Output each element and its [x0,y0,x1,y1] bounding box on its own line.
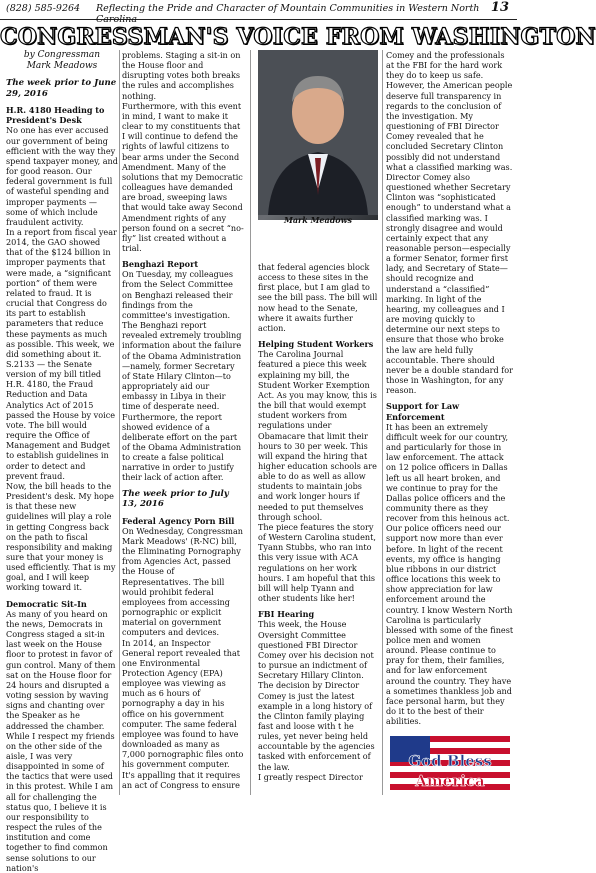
paragraph: Furthermore, with this event in mind, I want to make it clear to my constituents that I will continue to defend the rights of lawful citizens to bear arms under the Second Amendment. Many of the solutions that my Democratic colleagues have demanded are broad, sweeping laws that would take away Second Amendment rights of any person found on a secret “no-fly” list created without a trial. [122,100,244,253]
column-2 [122,50,244,790]
portrait-photo [258,50,378,220]
section-heading: FBI Hearing [258,609,315,620]
section-heading: Benghazi Report [122,259,199,270]
page-number: 13 [490,0,509,15]
paragraph: No one has ever accused our government of being efficient with the way they spend taxpayer money, and for good reason. Our federal government is full of wasteful spending and improper payments — some of which include fraudulent activity. [6,125,118,227]
phone-number: (828) 585-9264 [6,3,81,14]
paragraph: It has been an extremely difficult week for our country, and particularly for those in law enforcement. The attack on 12 police officers in Dallas left us all heart broken, and we continue to pray for the Dallas police officers and the community there as they recover from this heinous act. [386,421,510,524]
byline-line1: by Congressman [23,50,101,60]
paragraph: Furthermore, the report showed evidence of a deliberate effort on the part of the Obama Administration to create a false political narrative in order to justify their lack of action after. [122,411,242,483]
byline [6,50,118,72]
tagline: Reflecting the Pride and Character of Mountain Communities in Western North Carolina [96,3,480,25]
paragraph: problems. Staging a sit-in on the House floor and disrupting votes both breaks the rules and accomplishes nothing. [122,50,241,101]
paragraph: On Tuesday, my colleagues from the Select Committee on Benghazi released their findings from the committee's investigation. The Benghazi report revealed extremely troubling information about the failure of the Obama Administration—namely, former Secretary of State Hilary Clinton—to appropriately aid our embassy in Libya in their time of desperate need. [122,269,242,412]
portrait-illustration [258,50,378,215]
banner-text-line1: God Bless [408,752,492,770]
section-heading: Democratic Sit-In [6,598,87,609]
paragraph: Our police officers need our support now more than ever before. In light of the recent events, my office is hanging blue ribbons in our district office locations this week to show appreciation for law enforcement around the country. I know Western North Carolina is particularly blessed with some of the finest police men and women around. Please continue to pray for them, their families, and for law enforcement around the country. They have a sometimes thankless job and face personal harm, but they do it to the best of their abilities. [386,523,514,727]
photo-caption: Mark Meadows [283,215,353,225]
paragraph: While I respect my friends on the other side of the aisle, I was very disappointed in some of the tactics that were used in this protest. While I am all for challenging the status quo, I believe it is our responsibility to respect the rules of the institution and come together to find common sense solutions to our nation's [6,730,115,873]
column-4-body [386,50,514,726]
paragraph: S.2133 — the Senate version of my bill titled H.R. 4180, the Fraud Reduction and Data Analytics Act of 2015 passed the House by voice vote. The bill would require the Office of Management and Budget to establish guidelines in order to detect and prevent fraud. [6,359,116,481]
section-heading: Support for Law Enforcement [386,401,460,422]
flag-icon [386,732,514,794]
section-heading: H.R. 4180 Heading to President's Desk [6,105,105,126]
column-2-body [122,50,244,790]
paragraph: The piece features the story of Western Carolina student, Tyann Stubbs, who ran into this very issue with ACA regulations on her work hours. I am hopeful that this bill will help Tyann and other students like her! [258,521,376,604]
paragraph: I greatly respect Director [258,771,363,782]
section-heading: Helping Student Workers [258,339,374,350]
paragraph: As many of you heard on the news, Democrats in Congress staged a sit-in last week on the House floor to protest in favor of gun control. Many of them sat on the House floor for 24 hours and disrupted a voting session by waving signs and chanting over the Speaker as he addressed the chamber. [6,608,116,731]
column-3 [258,262,378,782]
column-4 [386,50,514,726]
paragraph: Now, the bill heads to the President's desk. My hope is that these new guidelines will play a role in getting Congress back on the path to fiscal responsibility and making sure that your money is used efficiently. That is my goal, and I will keep working toward it. [6,480,116,593]
headline: CONGRESSMAN'S VOICE FROM WASHINGTON [0,24,596,50]
paragraph: The Carolina Journal featured a piece this week explaining my bill, the Student Worker Exemption Act. As you may know, this is the bill that would exempt student workers from regulations under Obamacare that limit their hours to 30 per week. This will expand the hiring that higher education schools are able to do as well as allow students to maintain jobs and work longer hours if needed to put themselves through school. [258,349,377,522]
paragraph: In a report from fiscal year 2014, the GAO showed that of the $124 billion in improper payments that were made, a “significant portion” of them were related to fraud. It is crucial that Congress do its part to establish parameters that reduce these payments as much as possible. This week, we did something about it. [6,226,117,359]
column-3-body [258,262,378,782]
masthead-bar [0,0,517,25]
section-heading: Federal Agency Porn Bill [122,515,235,526]
column-1-body [6,78,118,873]
column-divider [382,50,383,795]
week-heading: The week prior to July 13, 2016 [122,488,229,510]
banner-text-line2: America [415,772,485,790]
column-1 [6,50,118,873]
column-divider [119,50,120,795]
paragraph: On Wednesday, Congressman Mark Meadows' (R-NC) bill, the Eliminating Pornography from Agencies Act, passed the House of Representatives. The bill would prohibit federal employees from accessing pornographic or explicit material on government computers and devices. [122,525,243,638]
week-heading: The week prior to June 29, 2016 [6,78,117,99]
paragraph: This week, the House Oversight Committee questioned FBI Director Comey over his decision not to pursue an indictment of Secretary Hillary Clinton. The decision by Director Comey is just the latest example in a long history of the Clinton family playing fast and loose with t he rules, yet never being held accountable by the agencies tasked with enforcement of the law. [258,619,375,772]
god-bless-america-banner [386,732,514,794]
paragraph: In 2014, an Inspector General report revealed that one Environmental Protection Agency (EPA) employee was viewing as much as 6 hours of pornography a day in his office on his government computer. The same federal employee was found to have downloaded as many as 7,000 pornographic files onto his government computer. It's appalling that it requires an act of Congress to ensure [122,637,244,790]
byline-line2: Mark Meadows [26,61,98,71]
column-divider [250,50,251,795]
paragraph: Director Comey also questioned whether Secretary Clinton was “sophisticated enough” to understand what a classified marking was. I strongly disagree and would certainly expect that any reasonable person—especially a former Senator, former first lady, and Secretary of State— should recognize and understand a “classified” marking. In light of the hearing, my colleagues and I are moving quickly to determine our next steps to ensure that those who broke the law are held fully accountable. There should never be a double standard for those in Washington, for any reason. [386,171,513,396]
paragraph: that federal agencies block access to these sites in the first place, but I am glad to see the bill pass. The bill will now head to the Senate, where it awaits further action. [258,262,378,333]
paragraph: Comey and the professionals at the FBI for the hard work they do to keep us safe. However, the American people deserve full transparency in regards to the conclusion of the investigation. My questioning of FBI Director Comey revealed that he concluded Secretary Clinton possibly did not understand what a classified marking was. [386,50,513,172]
